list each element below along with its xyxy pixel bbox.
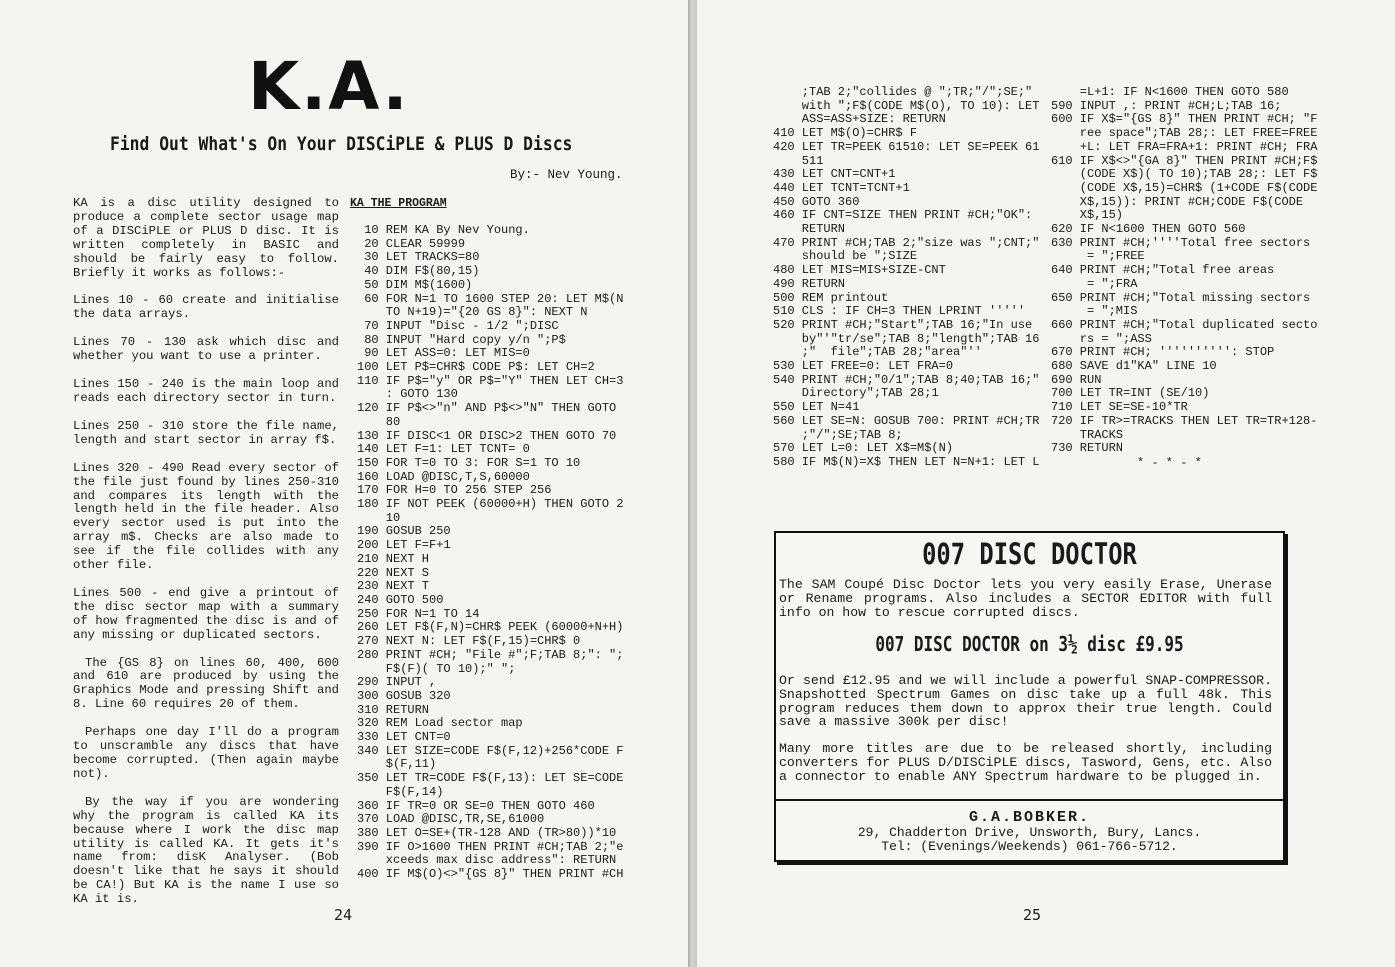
code-line: 670 PRINT #CH; '''''''''': STOP <box>1051 345 1275 360</box>
intro-text-column <box>73 197 339 921</box>
code-line: (CODE X$,15)=CHR$ (1+CODE F$(CODE <box>1051 180 1318 195</box>
paragraph: Lines 10 - 60 create and initialise the data arrays. <box>73 293 339 322</box>
code-line: 80 <box>357 414 401 429</box>
code-line: 620 IF N<1600 THEN GOTO 560 <box>1051 222 1246 237</box>
code-line: 120 IF P$<>"n" AND P$<>"N" THEN GOTO <box>357 401 617 416</box>
code-line: (CODE X$)( TO 10);TAB 28;: LET F$ <box>1051 167 1318 182</box>
code-line: 370 LOAD @DISC,TR,SE,61000 <box>357 812 545 827</box>
program-heading: KA THE PROGRAM <box>350 197 447 210</box>
code-line: 430 LET CNT=CNT+1 <box>773 167 896 182</box>
ad-company: G.A.BOBKER. <box>968 809 1091 826</box>
code-line: 590 INPUT ,: PRINT #CH;L;TAB 16; <box>1051 98 1282 113</box>
code-line: 600 IF X$="{GS 8}" THEN PRINT #CH; "F <box>1051 112 1318 127</box>
code-line: 250 FOR N=1 TO 14 <box>357 606 480 621</box>
code-line: 150 FOR T=0 TO 3: FOR S=1 TO 10 <box>357 455 581 470</box>
code-line: 511 <box>773 153 824 168</box>
code-line: +L: LET FRA=FRA+1: PRINT #CH; FRA <box>1051 139 1318 154</box>
code-line: 310 RETURN <box>357 702 430 717</box>
paragraph: Lines 500 - end give a printout of the disc sector map with a summary of how fragmented the disc is and of any missing or duplicated sectors. <box>73 585 339 642</box>
code-line: 290 INPUT , <box>357 675 437 690</box>
code-line: TRACKS <box>1051 427 1124 442</box>
code-line: 520 PRINT #CH;"Start";TAB 16;"In use <box>773 317 1033 332</box>
code-line: rs = ";ASS <box>1051 331 1152 346</box>
left-page <box>0 0 688 967</box>
code-line: 410 LET M$(O)=CHR$ F <box>773 126 918 141</box>
code-line: 70 INPUT "Disc - 1/2 ";DISC <box>357 318 559 333</box>
paragraph: By the way if you are wondering why the program is called KA its because where I work the disc map utility is called KA. It gets it's name from: disK Analyser. (Bob doesn't like that he says it should be CA!) But KA is the name I use so KA it is. <box>73 794 339 907</box>
code-line: 630 PRINT #CH;''''Total free sectors <box>1051 235 1311 250</box>
paragraph: Perhaps one day I'll do a program to unscramble any discs that have become corrupted. (Then again maybe not). <box>73 725 339 781</box>
code-line: 270 NEXT N: LET F$(F,15)=CHR$ 0 <box>357 634 581 649</box>
code-line: 610 IF X$<>"{GA 8}" THEN PRINT #CH;F$ <box>1051 153 1318 168</box>
code-line: 560 LET SE=N: GOSUB 700: PRINT #CH;TR <box>773 413 1040 428</box>
code-line: 40 DIM F$(80,15) <box>357 264 480 279</box>
code-line: 580 IF M$(N)=X$ THEN LET N=N+1: LET L <box>773 454 1040 469</box>
code-line: ASS=ASS+SIZE: RETURN <box>773 112 946 127</box>
code-line: xceeds max disc address": RETURN <box>357 853 617 868</box>
code-line: with ";F$(CODE M$(O), TO 10): LET <box>773 98 1040 113</box>
code-line: 220 NEXT S <box>357 565 430 580</box>
code-line: 490 RETURN <box>773 276 846 291</box>
code-line: 320 REM Load sector map <box>357 716 523 731</box>
paragraph: Lines 320 - 490 Read every sector of the file just found by lines 250-310 and compares its length with the length held in the file header. Also every sector used is put into the array m$. Checks are also made to see if the file collides with any other file. <box>73 460 339 573</box>
ad-title: 007 DISC DOCTOR <box>922 537 1137 571</box>
code-line: 110 IF P$="y" OR P$="Y" THEN LET CH=3 <box>357 373 624 388</box>
code-line: 280 PRINT #CH; "File #";F;TAB 8;": "; <box>357 647 624 662</box>
code-line: 360 IF TR=0 OR SE=0 THEN GOTO 460 <box>357 798 595 813</box>
code-line: 170 FOR H=0 TO 256 STEP 256 <box>357 483 552 498</box>
ad-address: 29, Chadderton Drive, Unsworth, Bury, Lancs. <box>857 825 1202 840</box>
code-line: 300 GOSUB 320 <box>357 688 451 703</box>
code-line: 350 LET TR=CODE F$(F,13): LET SE=CODE <box>357 771 624 786</box>
code-line: 460 IF CNT=SIZE THEN PRINT #CH;"OK": <box>773 208 1033 223</box>
code-line: ;TAB 2;"collides @ ";TR;"/";SE;" <box>773 85 1033 99</box>
code-line: 210 NEXT H <box>357 551 430 566</box>
code-line: 730 RETURN <box>1051 441 1124 456</box>
code-line: 450 GOTO 360 <box>773 194 860 209</box>
code-line: TO N+19)="{20 GS 8}": NEXT N <box>357 305 588 320</box>
code-line: 200 LET F=F+1 <box>357 538 451 553</box>
code-line: 340 LET SIZE=CODE F$(F,12)+256*CODE F <box>357 743 624 758</box>
code-line: 20 CLEAR 59999 <box>357 236 466 251</box>
code-line: X$,15) <box>1051 208 1124 223</box>
code-listing-right-col2 <box>1051 86 1317 456</box>
article-title: K.A. <box>248 48 410 125</box>
paragraph: KA is a disc utility designed to produce a complete sector usage map of a DISCiPLE or PLUS D disc. It is written completely in BASIC and should be fairly easy to follow. Briefly it works as follows:- <box>73 196 339 280</box>
code-line: F$(F,14) <box>357 784 444 799</box>
code-line: 690 RUN <box>1051 372 1102 387</box>
ad-phone: Tel: (Evenings/Weekends) 061-766-5712. <box>881 839 1178 854</box>
paragraph: Lines 150 - 240 is the main loop and reads each directory sector in turn. <box>73 377 339 405</box>
disc-doctor-advert <box>774 531 1285 862</box>
code-line: 550 LET N=41 <box>773 400 860 415</box>
code-line: by"'"tr/se";TAB 8;"length";TAB 16 <box>773 331 1040 346</box>
code-line: 10 <box>357 510 401 525</box>
page-number: 25 <box>1023 906 1042 924</box>
paragraph: Lines 250 - 310 store the file name, length and start sector in array f$. <box>73 418 339 447</box>
code-line: 160 LOAD @DISC,T,S,60000 <box>357 469 530 484</box>
code-line: 710 LET SE=SE-10*TR <box>1051 400 1188 415</box>
code-line: = ";FRA <box>1051 276 1138 291</box>
code-line: 540 PRINT #CH;"0/1";TAB 8;40;TAB 16;" <box>773 372 1040 387</box>
ad-paragraph: The SAM Coupé Disc Doctor lets you very easily Erase, Unerase or Rename programs. Also includes a SECTOR EDITOR with full info on how to rescue corrupted discs. <box>779 577 1272 620</box>
code-listing-right-col1 <box>773 86 1039 470</box>
code-line: 90 LET ASS=0: LET MIS=0 <box>357 346 530 361</box>
code-line: 10 REM KA By Nev Young. <box>357 223 530 237</box>
code-line: 30 LET TRACKS=80 <box>357 250 480 265</box>
code-line: 50 DIM M$(1600) <box>357 277 473 292</box>
code-line: 480 LET MIS=MIS+SIZE-CNT <box>773 263 946 278</box>
code-line: 180 IF NOT PEEK (60000+H) THEN GOTO 2 <box>357 497 624 512</box>
code-line: 510 CLS : IF CH=3 THEN LPRINT ''''' <box>773 304 1026 319</box>
code-line: 440 LET TCNT=TCNT+1 <box>773 180 910 195</box>
code-line: 660 PRINT #CH;"Total duplicated secto <box>1051 317 1318 332</box>
code-line: Directory";TAB 28;1 <box>773 386 939 401</box>
divider <box>776 799 1283 801</box>
paragraph: The {GS 8} on lines 60, 400, 600 and 610 are produced by using the Graphics Mode and pressing Shift and 8. Line 60 requires 20 of them. <box>73 655 339 712</box>
code-line: 640 PRINT #CH;"Total free areas <box>1051 263 1275 278</box>
code-line: 530 LET FREE=0: LET FRA=0 <box>773 359 954 374</box>
code-line: RETURN <box>773 222 846 237</box>
code-line: 80 INPUT "Hard copy y/n ";P$ <box>357 332 566 347</box>
code-line: X$,15)): PRINT #CH;CODE F$(CODE <box>1051 194 1304 209</box>
right-page <box>697 0 1395 967</box>
code-line: : GOTO 130 <box>357 387 458 402</box>
code-line: 330 LET CNT=0 <box>357 730 451 745</box>
code-line: 650 PRINT #CH;"Total missing sectors <box>1051 290 1311 305</box>
code-line: =L+1: IF N<1600 THEN GOTO 580 <box>1051 85 1289 99</box>
code-line: 240 GOTO 500 <box>357 592 444 607</box>
code-line: = ";FREE <box>1051 249 1145 264</box>
code-line: 720 IF TR>=TRACKS THEN LET TR=TR+128- <box>1051 413 1318 428</box>
code-line: 700 LET TR=INT (SE/10) <box>1051 386 1210 401</box>
code-line: $(F,11) <box>357 757 437 772</box>
code-line: 420 LET TR=PEEK 61510: LET SE=PEEK 61 <box>773 139 1040 154</box>
code-line: 140 LET F=1: LET TCNT= 0 <box>357 442 530 457</box>
page-gutter <box>688 0 697 967</box>
code-line: 130 IF DISC<1 OR DISC>2 THEN GOTO 70 <box>357 428 617 443</box>
code-line: 230 NEXT T <box>357 579 430 594</box>
code-listing-left <box>357 224 623 882</box>
code-line: 500 REM printout <box>773 290 889 305</box>
ad-paragraph: Or send £12.95 and we will include a powerful SNAP-COMPRESSOR. Snapshotted Spectrum Games on disc take up a full 48k. This program reduces them down to approx their true length. Could save a massive 300k per disc! <box>779 673 1272 730</box>
code-line: 390 IF O>1600 THEN PRINT #CH;TAB 2;"e <box>357 839 624 854</box>
paragraph: Lines 70 - 130 ask which disc and whether you want to use a printer. <box>73 335 339 364</box>
code-line: 400 IF M$(O)<>"{GS 8}" THEN PRINT #CH <box>357 867 624 882</box>
code-line: 680 SAVE d1"KA" LINE 10 <box>1051 359 1217 374</box>
page-number: 24 <box>334 906 353 924</box>
code-line: 380 LET O=SE+(TR-128 AND (TR>80))*10 <box>357 825 617 840</box>
code-line: F$(F)( TO 10);" "; <box>357 661 516 676</box>
code-line: 100 LET P$=CHR$ CODE P$: LET CH=2 <box>357 360 595 375</box>
code-line: ;" file";TAB 28;"area"'' <box>773 345 982 360</box>
code-line: ree space";TAB 28;: LET FREE=FREE <box>1051 126 1318 141</box>
end-mark: * - * - * <box>1137 456 1202 470</box>
code-line: ;"/";SE;TAB 8; <box>773 427 903 442</box>
code-line: 470 PRINT #CH;TAB 2;"size was ";CNT;" <box>773 235 1040 250</box>
code-line: should be ";SIZE <box>773 249 918 264</box>
code-line: = ";MIS <box>1051 304 1138 319</box>
article-subtitle: Find Out What's On Your DISCiPLE & PLUS D Discs <box>110 133 573 155</box>
code-line: 60 FOR N=1 TO 1600 STEP 20: LET M$(N <box>357 291 624 306</box>
ad-paragraph: Many more titles are due to be released shortly, including converters for PLUS D/DISCiPLE discs, Tasword, Gens, etc. Also a connector to enable ANY Spectrum hardware to be plugged in. <box>779 741 1272 784</box>
code-line: 190 GOSUB 250 <box>357 524 451 539</box>
code-line: 260 LET F$(F,N)=CHR$ PEEK (60000+N+H) <box>357 620 624 635</box>
code-line: 570 LET L=0: LET X$=M$(N) <box>773 441 954 456</box>
ad-price-heading: 007 DISC DOCTOR on 3½ disc £9.95 <box>875 632 1184 656</box>
byline: By:- Nev Young. <box>510 168 623 182</box>
